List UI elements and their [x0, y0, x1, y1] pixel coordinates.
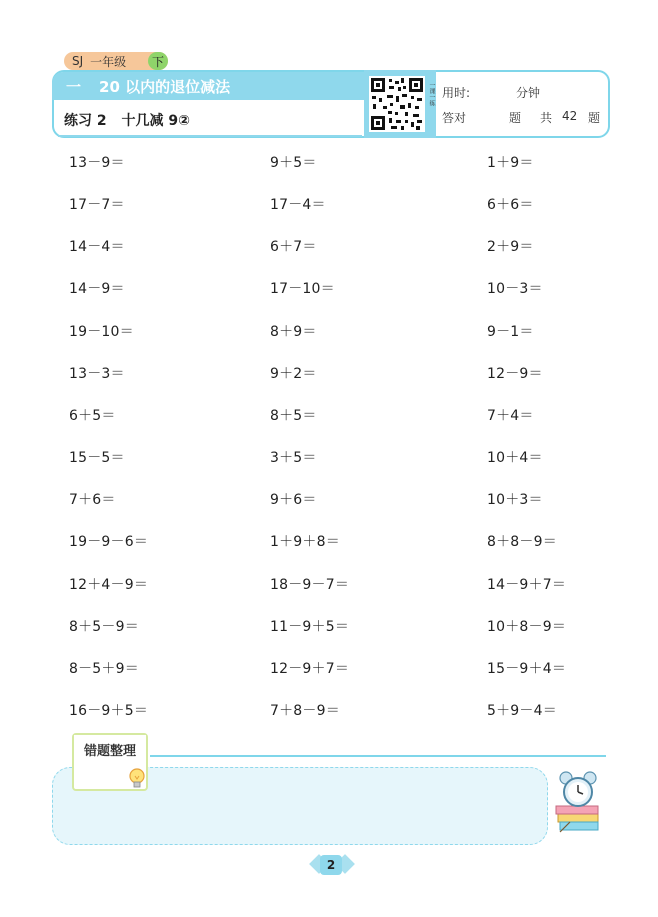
problem-item: 12＋4－9＝	[69, 576, 149, 593]
term-label: 下	[148, 52, 168, 70]
problem-item: 1＋9＋8＝	[270, 534, 340, 551]
problem-item: 9＋2＝	[270, 365, 317, 382]
exercise-topic: 十几减 9②	[121, 113, 190, 129]
problem-item: 7＋8－9＝	[270, 702, 340, 719]
problem-item: 14－4＝	[69, 239, 125, 256]
lightbulb-icon	[128, 767, 146, 791]
problem-item: 3＋5＝	[270, 450, 317, 467]
problem-item: 7＋6＝	[69, 492, 116, 509]
page-number-value: 2	[320, 855, 342, 875]
problem-item: 17－4＝	[270, 197, 326, 214]
problem-item: 15－9＋4＝	[487, 660, 567, 677]
question-label: 题	[509, 111, 522, 125]
unit-number: 一	[66, 77, 82, 96]
problem-item: 8－5＋9＝	[69, 660, 139, 677]
time-field	[442, 84, 541, 101]
grade-label: 一年级	[90, 54, 127, 69]
problem-item: 10＋8－9＝	[487, 618, 567, 635]
problem-item: 19－9－6＝	[69, 534, 149, 551]
problem-item: 10＋4＝	[487, 450, 543, 467]
problem-item: 2＋9＝	[487, 239, 534, 256]
alarm-clock-icon	[552, 770, 604, 834]
problem-item: 8＋5－9＝	[69, 618, 139, 635]
total-label: 共	[540, 111, 553, 125]
problem-item: 8＋8－9＝	[487, 534, 557, 551]
error-divider	[150, 755, 606, 757]
problem-item: 12－9＝	[487, 365, 543, 382]
qr-code-icon[interactable]	[369, 76, 425, 132]
error-section-label: 错题整理	[74, 735, 146, 763]
unit-title: 20 以内的退位减法	[99, 77, 231, 96]
problem-item: 17－7＝	[69, 197, 125, 214]
problem-item: 17－10＝	[270, 281, 335, 298]
problem-item: 9－1＝	[487, 323, 534, 340]
problem-item: 8＋5＝	[270, 407, 317, 424]
page-number	[310, 855, 354, 875]
problem-item: 14－9＝	[69, 281, 125, 298]
problem-item: 13－3＝	[69, 365, 125, 382]
problem-item: 10－3＝	[487, 281, 543, 298]
subtitle-divider	[58, 135, 362, 137]
problem-item: 15－5＝	[69, 450, 125, 467]
problem-item: 19－10＝	[69, 323, 134, 340]
problem-item: 6＋6＝	[487, 197, 534, 214]
qr-caption: 一课一练	[428, 82, 435, 106]
problem-item: 8＋9＝	[270, 323, 317, 340]
exercise-title	[64, 110, 200, 130]
problem-item: 14－9＋7＝	[487, 576, 567, 593]
problem-item: 6＋7＝	[270, 239, 317, 256]
exercise-number: 练习 2	[64, 113, 107, 129]
problem-item: 9＋6＝	[270, 492, 317, 509]
problem-item: 18－9－7＝	[270, 576, 350, 593]
time-label: 用时:	[442, 86, 471, 100]
problem-item: 5＋9－4＝	[487, 702, 557, 719]
problem-item: 10＋3＝	[487, 492, 543, 509]
problem-item: 6＋5＝	[69, 407, 116, 424]
problem-item: 1＋9＝	[487, 155, 534, 171]
edition-label: SJ	[72, 54, 84, 68]
problem-item: 13－9＝	[69, 155, 125, 171]
problem-item: 16－9＋5＝	[69, 702, 149, 719]
problem-item: 9＋5＝	[270, 155, 317, 171]
unit-title-bar	[52, 72, 364, 100]
problem-item: 11－9＋5＝	[270, 618, 350, 635]
grade-badge	[64, 52, 168, 70]
total-count: 42	[562, 109, 578, 123]
problem-item: 7＋4＝	[487, 407, 534, 424]
correct-label: 答对	[442, 111, 467, 125]
minute-label: 分钟	[516, 86, 541, 100]
problem-item: 12－9＋7＝	[270, 660, 350, 677]
question-label-2: 题	[588, 111, 601, 125]
